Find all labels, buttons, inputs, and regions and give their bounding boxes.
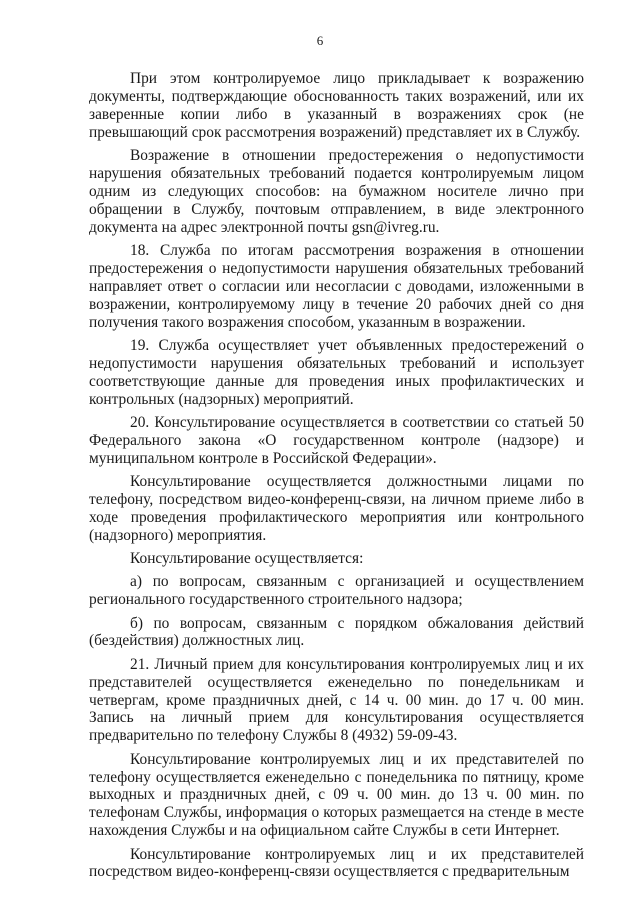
paragraph: б) по вопросам, связанным с порядком обжалования действий (бездействия) должностных лиц.: [89, 614, 584, 650]
paragraph: Консультирование контролируемых лиц и их представителей посредством видео-конференц-связи осуществляется с предварительным: [89, 845, 584, 881]
paragraph: При этом контролируемое лицо прикладывает к возражению документы, подтверждающие обоснованность таких возражений, или их заверенные копии либо в указанный в возражениях срок (не превышающий срок рассмотрения возражений) представляет их в Службу.: [89, 70, 584, 141]
page-number: 6: [316, 33, 324, 48]
document-body: [89, 70, 584, 887]
paragraph: Консультирование осуществляется:: [130, 550, 364, 567]
paragraph: Консультирование контролируемых лиц и их представителей по телефону осуществляется еженедельно с понедельника по пятницу, кроме выходных и праздничных дней, с 09 ч. 00 мин. до 13 ч. 00 мин. по телефонам Службы, информация о которых размещается на стенде в месте нахождения Службы и на официальном сайте Службы в сети Интернет.: [89, 750, 584, 840]
paragraph: 20. Консультирование осуществляется в соответствии со статьей 50 Федерального закона «О государственном контроле (надзоре) и муниципальном контроле в Российской Федерации».: [89, 413, 584, 467]
paragraph: 21. Личный прием для консультирования контролируемых лиц и их представителей осуществляется еженедельно по понедельникам и четвергам, кроме праздничных дней, с 14 ч. 00 мин. до 17 ч. 00 мин. Запись на личный прием для консультирования осуществляется предварительно по телефону Службы 8 (4932) 59-09-43.: [89, 655, 584, 745]
paragraph: 19. Служба осуществляет учет объявленных предостережений о недопустимости нарушения обязательных требований и использует соответствующие данные для проведения иных профилактических и контрольных (надзорных) мероприятий.: [89, 336, 584, 408]
paragraph: Возражение в отношении предостережения о недопустимости нарушения обязательных требований подается контролируемым лицом одним из следующих способов: на бумажном носителе лично при обращении в Службу, почтовым отправлением, в виде электронного документа на адрес электронной почты gsn@ivreg.ru.: [89, 147, 584, 236]
paragraph: 18. Служба по итогам рассмотрения возражения в отношении предостережения о недопустимости нарушения обязательных требований направляет ответ о согласии или несогласии с доводами, изложенными в возражении, контролируемому лицу в течение 20 рабочих дней со дня получения такого возражения способом, указанным в возражении.: [89, 241, 584, 331]
paragraph: а) по вопросам, связанным с организацией и осуществлением регионального государственного строительного надзора;: [89, 573, 584, 609]
paragraph: Консультирование осуществляется должностными лицами по телефону, посредством видео-конференц-связи, на личном приеме либо в ходе проведения профилактического мероприятия или контрольного (надзорного) мероприятия.: [89, 472, 584, 544]
